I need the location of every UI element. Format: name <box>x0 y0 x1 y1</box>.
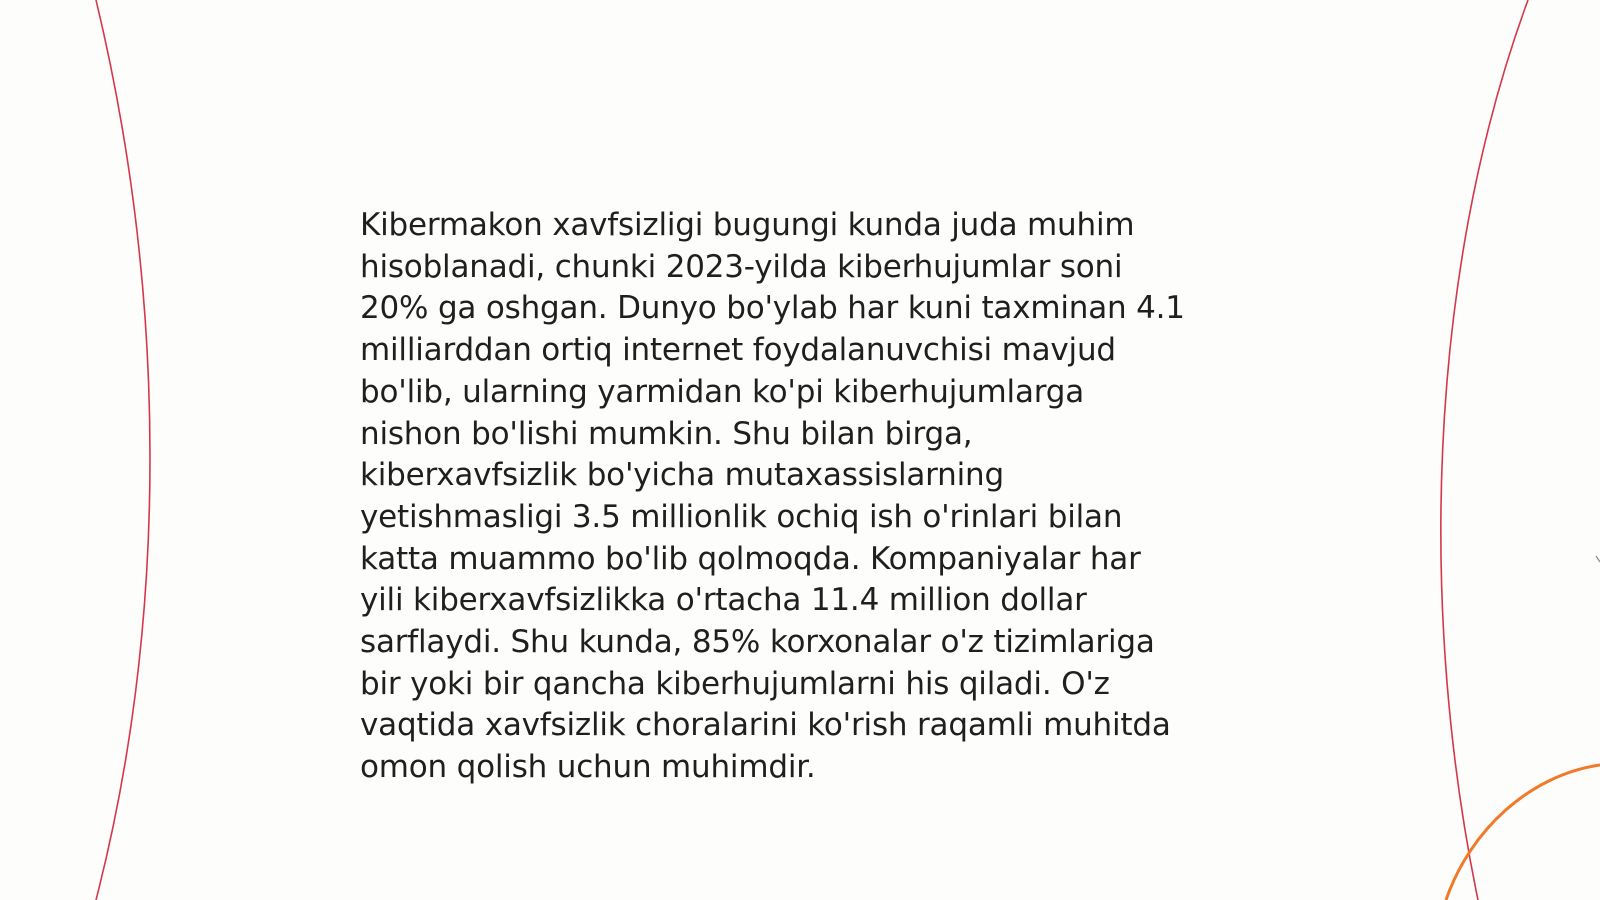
body-paragraph: Kibermakon xavfsizligi bugungi kunda juda muhim hisoblanadi, chunki 2023-yilda kiberhujumlar soni 20% ga oshgan. Dunyo bo'ylab har kuni taxminan 4.1 milliarddan ortiq internet foydalanuvchisi mavjud bo'lib, ularning yarmidan ko'pi kiberhujumlarga nishon bo'lishi mumkin. Shu bilan birga, kiberxavfsizlik bo'yicha mutaxassislarning yetishmasligi 3.5 millionlik ochiq ish o'rinlari bilan katta muammo bo'lib qolmoqda. Kompaniyalar har yili kiberxavfsizlikka o'rtacha 11.4 million dollar sarflaydi. Shu kunda, 85% korxonalar o'z tizimlariga bir yoki bir qancha kiberhujumlarni his qiladi. O'z vaqtida xavfsizlik choralarini ko'rish raqamli muhitda omon qolish uchun muhimdir. <box>360 207 1185 786</box>
orange-arc <box>1446 765 1600 900</box>
small-tick-mark <box>1596 556 1600 562</box>
left-curve-line <box>96 0 150 900</box>
right-curve-line <box>1441 0 1528 900</box>
